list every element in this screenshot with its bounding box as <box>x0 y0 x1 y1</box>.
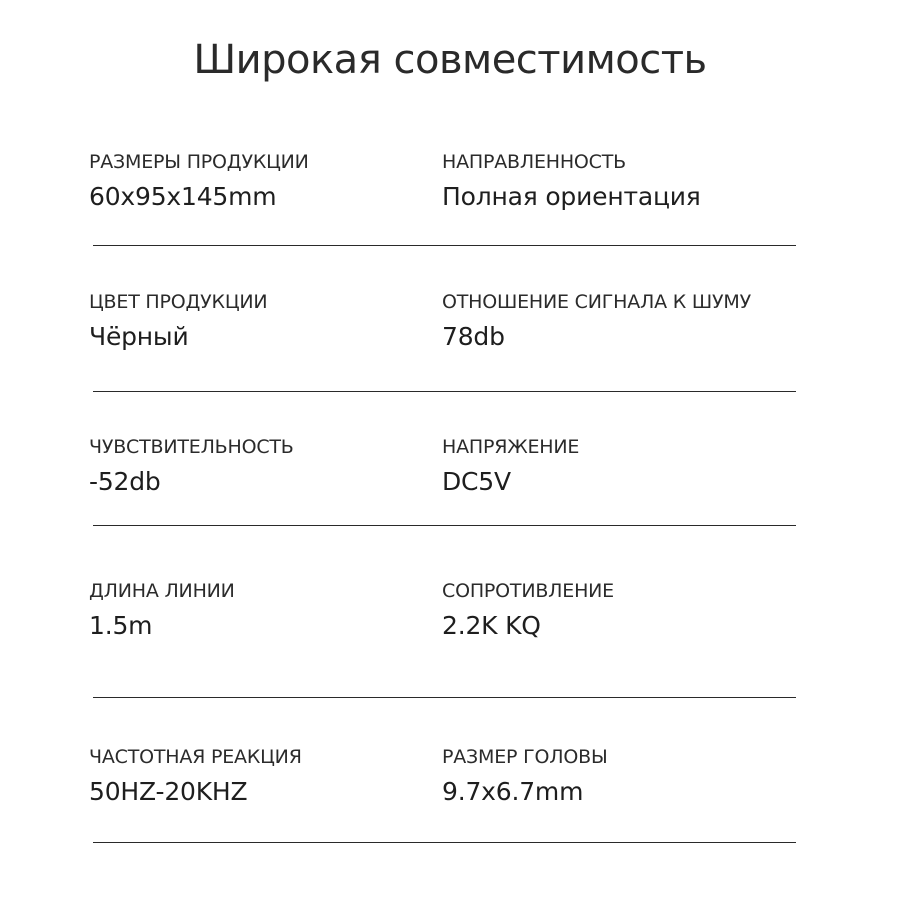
spec-item-snr <box>442 290 751 352</box>
spec-value: 78db <box>442 322 505 351</box>
spec-label: СОПРОТИВЛЕНИЕ <box>442 580 614 602</box>
spec-value: -52db <box>89 467 161 496</box>
spec-value: 50HZ-20KHZ <box>89 777 248 806</box>
row-divider <box>93 697 796 698</box>
spec-item-directivity <box>442 150 701 212</box>
spec-item-capsule-size <box>442 745 608 807</box>
spec-label: ОТНОШЕНИЕ СИГНАЛА К ШУМУ <box>442 291 751 313</box>
spec-value: DC5V <box>442 467 511 496</box>
spec-value: Полная ориентация <box>442 182 701 211</box>
spec-value: 60x95x145mm <box>89 182 277 211</box>
spec-value: 2.2K KQ <box>442 611 541 640</box>
spec-label: ЧУВСТВИТЕЛЬНОСТЬ <box>89 436 294 458</box>
spec-item-cable-length <box>89 579 235 641</box>
spec-item-sensitivity <box>89 435 294 497</box>
spec-label: ДЛИНА ЛИНИИ <box>89 580 235 602</box>
spec-label: НАПРЯЖЕНИЕ <box>442 436 580 458</box>
spec-value: 9.7x6.7mm <box>442 777 584 806</box>
spec-label: НАПРАВЛЕННОСТЬ <box>442 151 626 173</box>
spec-label: РАЗМЕР ГОЛОВЫ <box>442 746 608 768</box>
page-title: Широкая совместимость <box>193 37 707 83</box>
spec-item-impedance <box>442 579 614 641</box>
spec-label: ЧАСТОТНАЯ РЕАКЦИЯ <box>89 746 302 768</box>
spec-item-color <box>89 290 267 352</box>
spec-value: Чёрный <box>89 322 189 351</box>
spec-label: ЦВЕТ ПРОДУКЦИИ <box>89 291 268 313</box>
row-divider <box>93 525 796 526</box>
row-divider <box>93 842 796 843</box>
spec-item-voltage <box>442 435 579 497</box>
spec-item-frequency-response <box>89 745 302 807</box>
spec-value: 1.5m <box>89 611 153 640</box>
spec-item-dimensions <box>89 150 309 212</box>
spec-label: РАЗМЕРЫ ПРОДУКЦИИ <box>89 151 309 173</box>
row-divider <box>93 245 796 246</box>
row-divider <box>93 391 796 392</box>
